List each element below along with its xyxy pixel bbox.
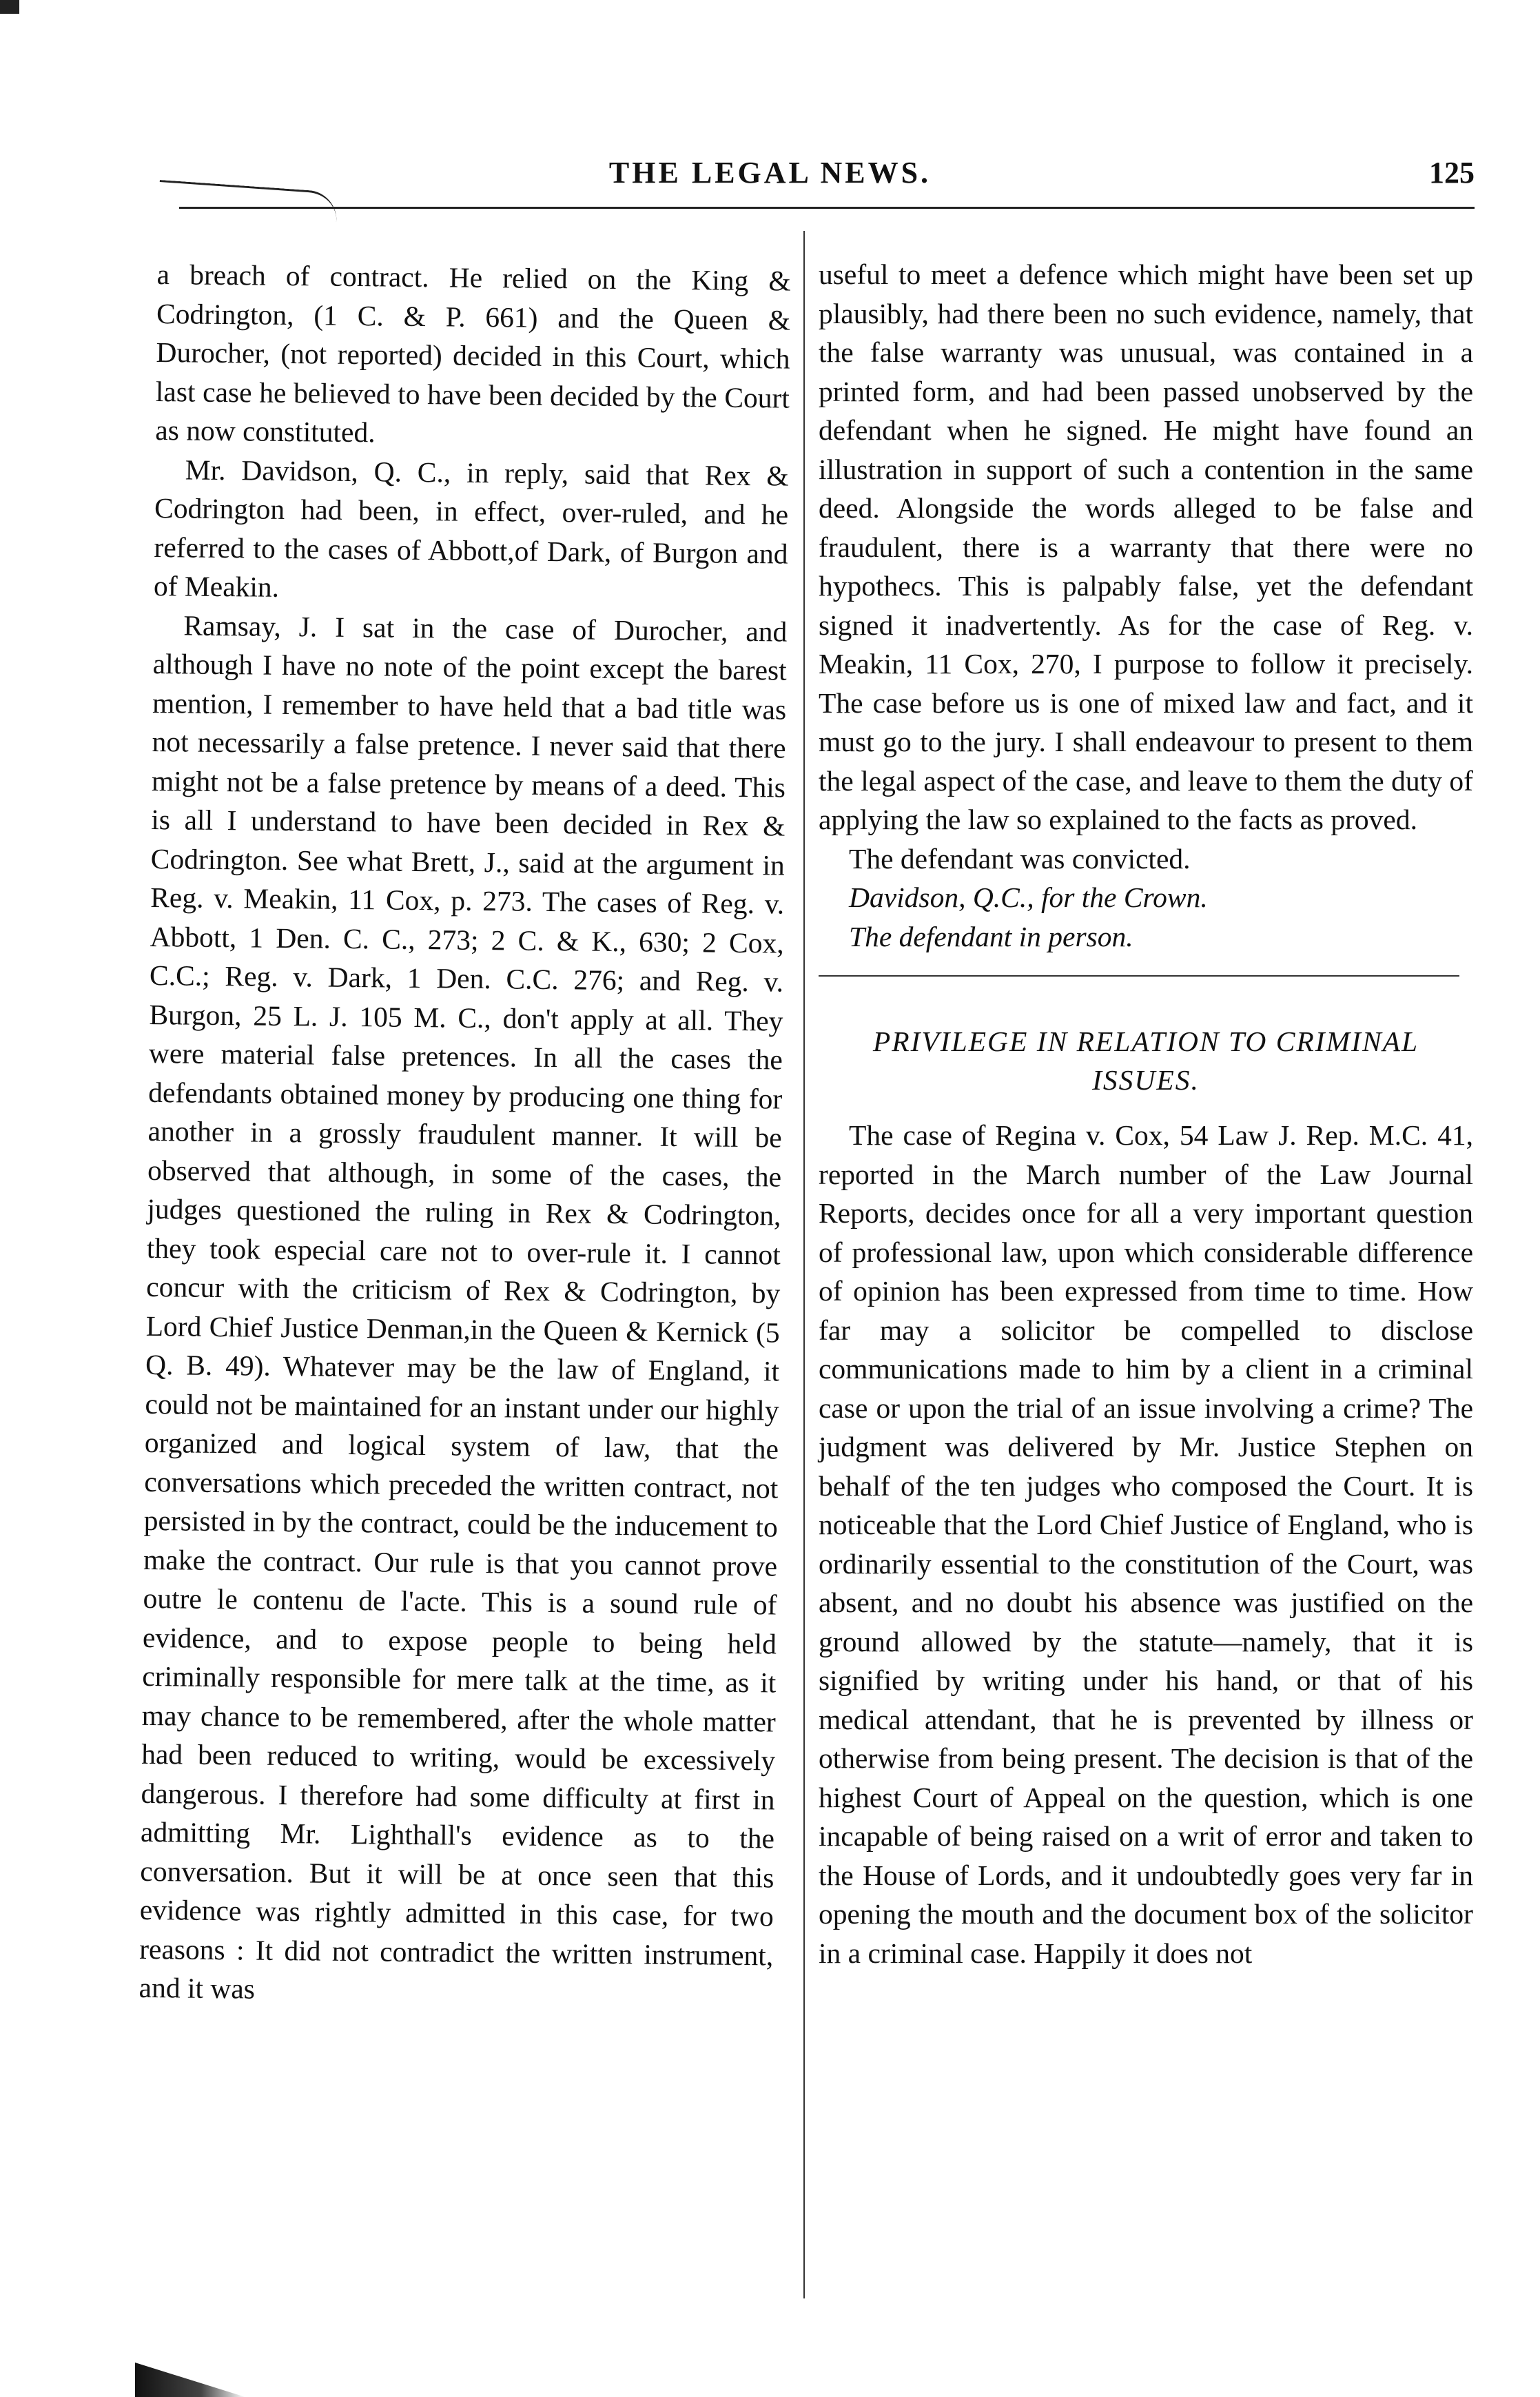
left-paragraph-3: Ramsay, J. I sat in the case of Durocher, and although I have no note of the point except the barest mention, I remember to have held that a bad title was not necessarily a false pretence. I never said that there might not be a false pretence by means of a deed. This is all I understand to have been decided in Rex & Codrington. See what Brett, J., said at the argument in Reg. v. Meakin, 11 Cox, p. 273. The cases of Reg. v. Abbott, 1 Den. C. C., 273; 2 C. & K., 630; 2 Cox, C.C.; Reg. v. Dark, 1 Den. C.C. 276; and Reg. v. Burgon, 25 L. J. 105 M. C., don't apply at all. They were material false pretences. In all the cases the defendants obtained money by producing one thing for another in a grossly fraudulent manner. It will be observed that although, in some of the cases, the judges questioned the ruling in Rex & Codrington, they took especial care not to over-rule it. I cannot concur with the criticism of Rex & Codrington, by Lord Chief Justice Denman,in the Queen & Kernick (5 Q. B. 49). Whatever may be the law of England, it could not be maintained for an instant under our highly organized and logical system of law, that the conversations which preceded the written contract, not persisted in by the contract, could be the inducement to make the contract. Our rule is that you cannot prove outre le contenu de l'acte. This is a sound rule of evidence, and to expose people to being held criminally responsible for mere talk at the time, as it may chance to be remembered, after the whole matter had been reduced to writing, would be excessively dangerous. I therefore had some difficulty at first in admitting Mr. Lighthall's evidence as to the conversation. But it will be at once seen that this evidence was rightly admitted in this case, for two reasons : It did not contradict the written instrument, and it was <box>138 609 788 2005</box>
counsel-line: Davidson, Q.C., for the Crown. <box>849 881 1208 913</box>
left-column <box>138 255 791 2014</box>
right-paragraph-1: useful to meet a defence which might have been set up plausibly, had there been no such evidence, namely, that the false warranty was unusual, was contained in a printed form, and had been passed unobserved by the defendant when he signed. He might have found an illustration in support of such a contention in the same deed. Alongside the words alleged to be false and fraudulent, there is a warranty that there were no hypothecs. This is palpably false, yet the defendant signed it inadvertently. As for the case of Reg. v. Meakin, 11 Cox, 270, I purpose to follow it precisely. The case before us is one of mixed law and fact, and it must go to the jury. I shall endeavour to present to them the legal aspect of the case, and leave to them the duty of applying the law so explained to the facts as proved. <box>819 258 1473 835</box>
section-heading: PRIVILEGE IN RELATION TO CRIMINAL ISSUES. <box>872 1026 1419 1096</box>
right-paragraph-5: The case of Regina v. Cox, 54 Law J. Rep. M.C. 41, reported in the March number of the Law Journal Reports, decides once for all a very important question of professional law, upon which considerable difference of opinion has been expressed from time to time. How far may a solicitor be compelled to disclose communications made to him by a client in a criminal case or upon the trial of an issue involving a crime? The judgment was delivered by Mr. Justice Stephen on behalf of the ten judges who composed the Court. It is noticeable that the Lord Chief Justice of England, who is ordinarily essential to the constitution of the Court, was absent, and no doubt his absence was justified on the ground allowed by the statute—namely, that it is signified by writing under his hand, or that of his medical attendant, that he is prevented by illness or otherwise from being present. The decision is that of the highest Court of Appeal on the question, which is one incapable of being raised on a writ of error and taken to the House of Lords, and it undoubtedly goes very far in opening the mouth and the document box of the solicitor in a criminal case. Happily it does not <box>819 1119 1473 1969</box>
header-rule <box>179 207 1475 209</box>
defendant-line: The defendant in person. <box>849 920 1133 952</box>
verdict-line: The defendant was convicted. <box>849 842 1191 875</box>
left-paragraph-2: Mr. Davidson, Q. C., in reply, said that Rex & Codrington had been, in effect, over-ruled, and he referred to the cases of Abbott,of Dark, of Burgon and of Meakin. <box>153 453 789 603</box>
section-rule <box>819 975 1459 977</box>
right-column <box>819 255 1473 1972</box>
column-divider <box>803 231 805 2298</box>
scan-edge-mark <box>135 2363 245 2397</box>
page-number: 125 <box>1429 156 1475 190</box>
left-paragraph-1: a breach of contract. He relied on the King & Codrington, (1 C. & P. 661) and the Queen & Durocher, (not reported) decided in this Court, which last case he believed to have been decided by the Court as now constituted. <box>155 258 791 449</box>
scan-mark <box>0 0 19 14</box>
running-title: THE LEGAL NEWS. <box>608 156 932 190</box>
